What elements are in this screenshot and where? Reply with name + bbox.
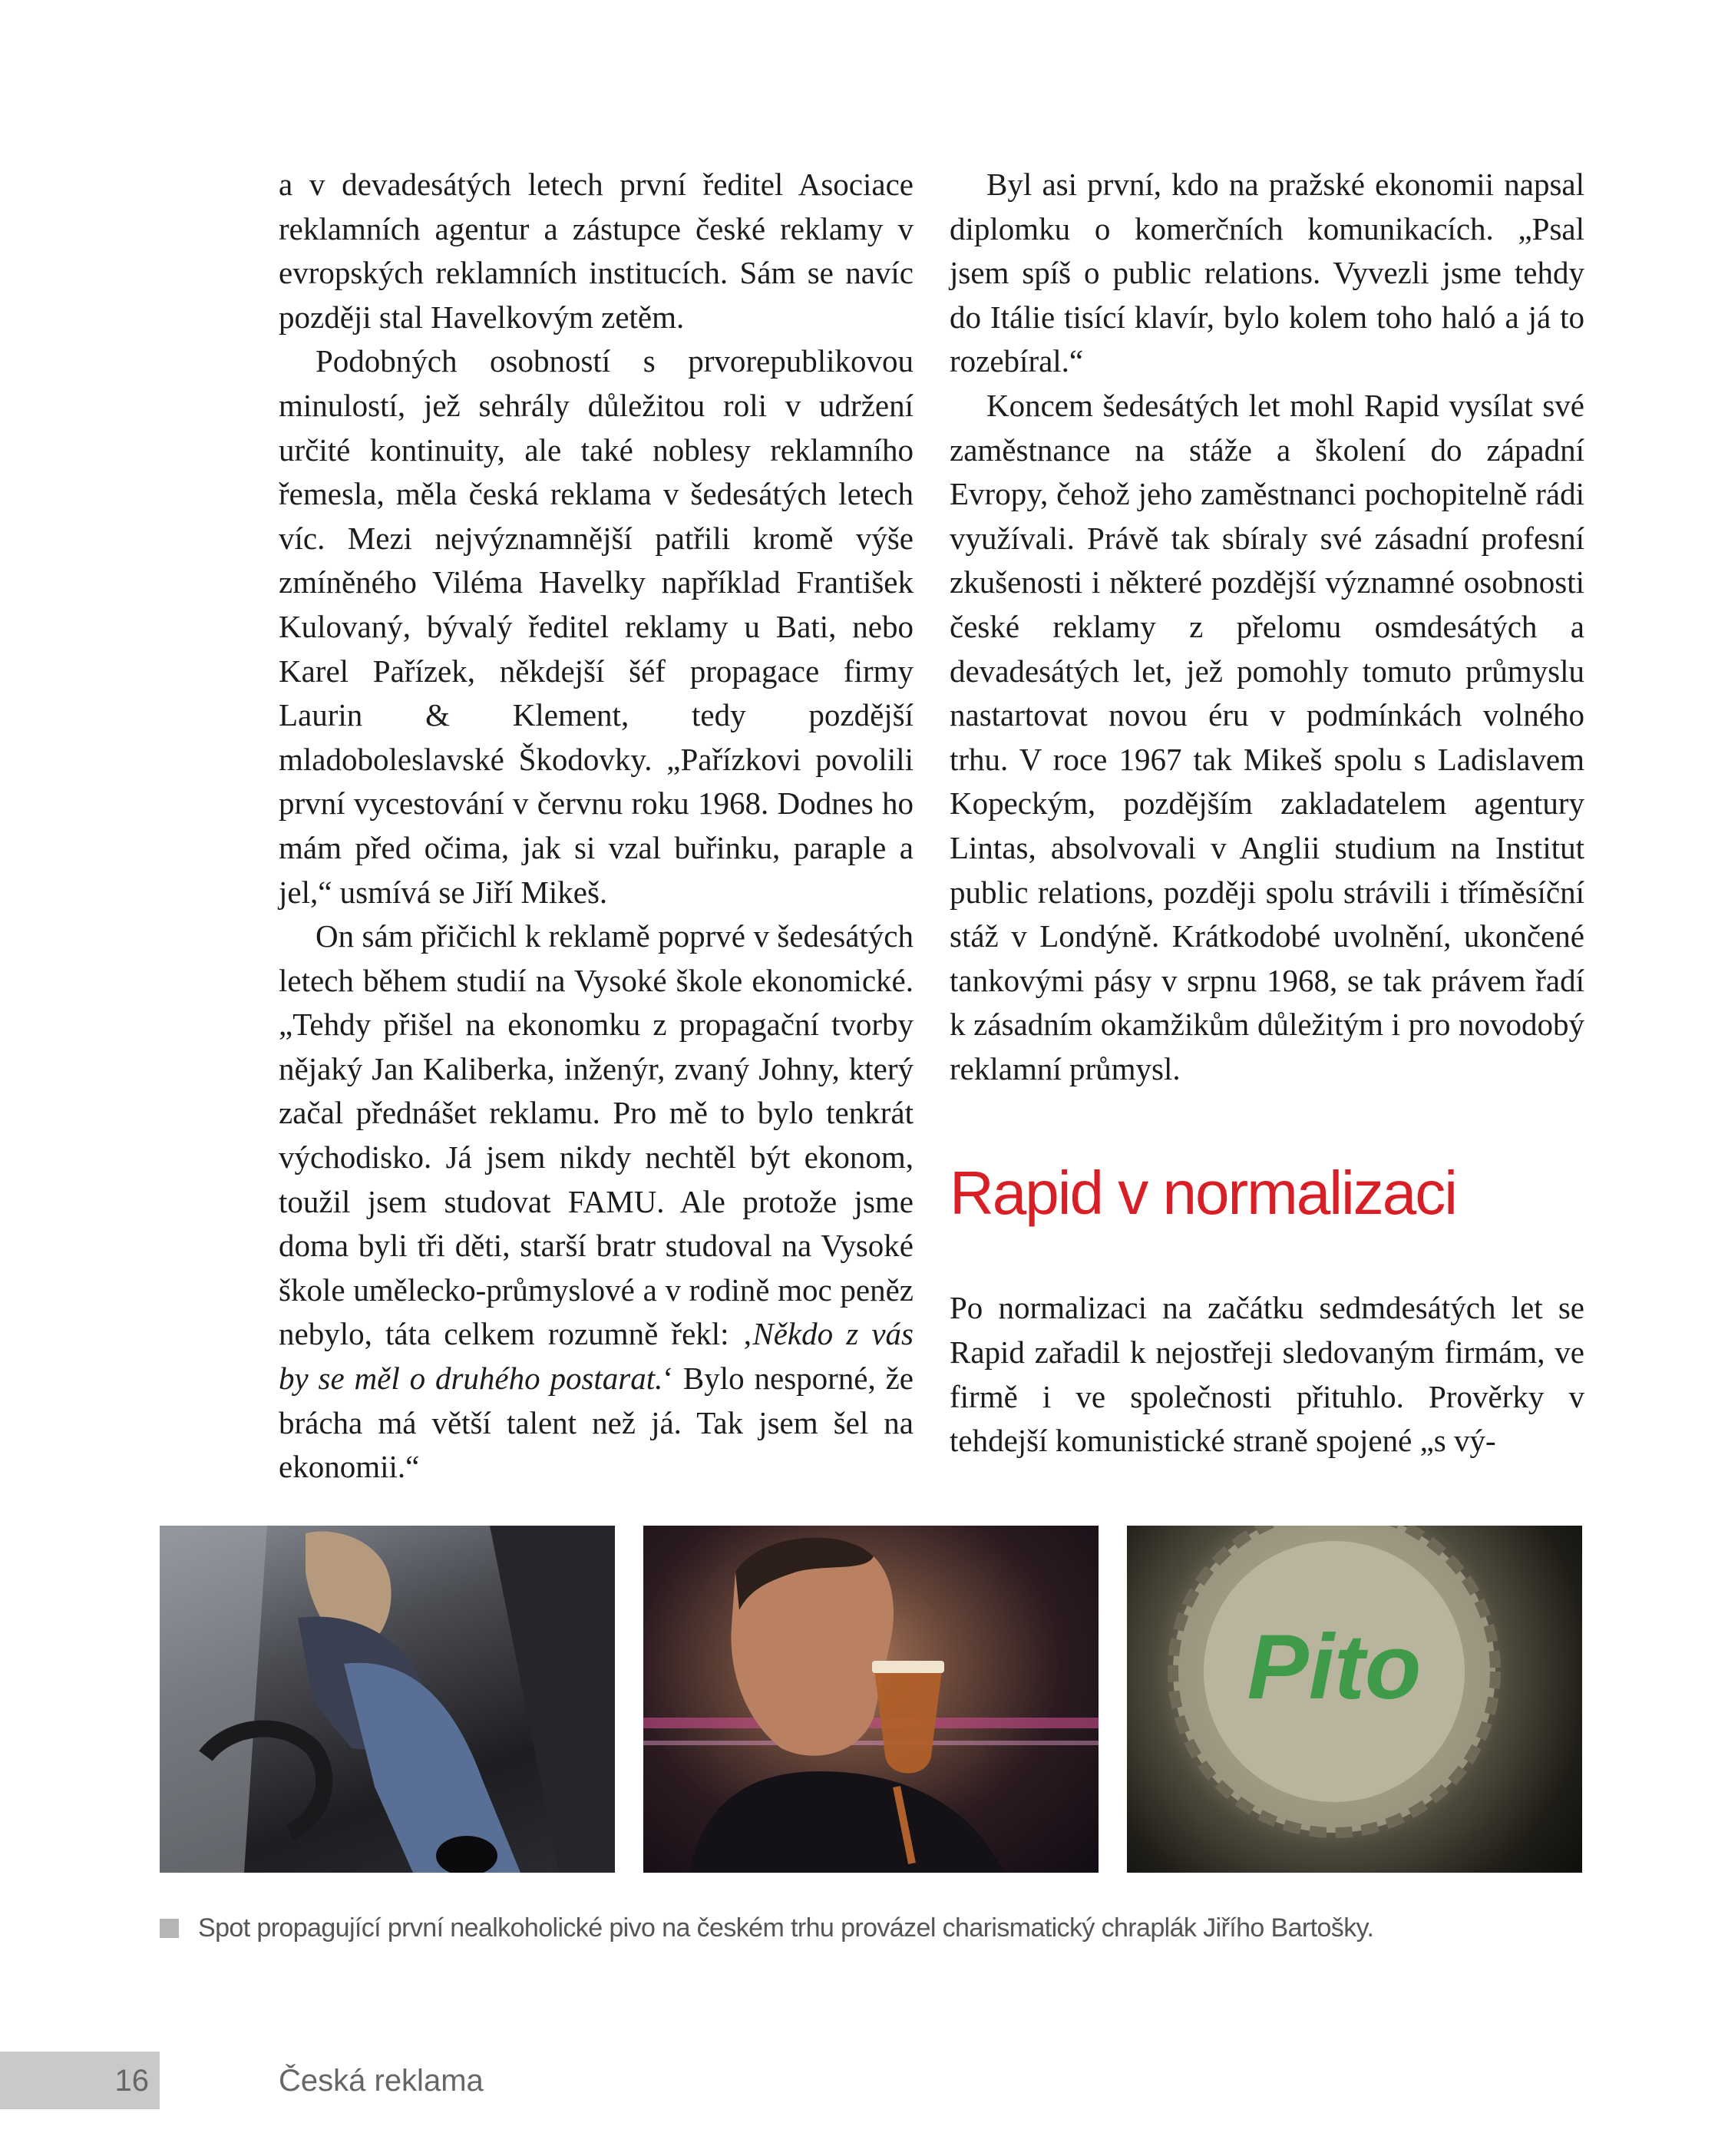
- paragraph: Podobných osobností s prvorepublikovou minulostí, jež sehrály důležitou roli v udržení určité kontinuity, ale také noblesy reklamního řemesla, měla česká reklama v šedesátých letech víc. Mezi nejvýznamnější patřili kromě výše zmíněného Viléma Havelky například František Kulovaný, bývalý ředitel reklamy u Bati, nebo Karel Pařízek, někdejší šéf propagace firmy Laurin & Klement, tedy pozdější mladoboleslavské Škodovky. „Pařízkovi povolili první vycestování v červnu roku 1968. Dodnes ho mám před očima, jak si vzal buřinku, paraple a jel,“ usmívá se Jiří Mikeš.: [279, 343, 914, 910]
- paragraph: a v devadesátých letech první ředitel Asociace reklamních agentur a zástupce české reklamy v evropských reklamních institucích. Sám se navíc později stal Havelkovým zetěm.: [279, 167, 914, 335]
- caption-square-icon: [160, 1919, 179, 1938]
- paragraph: Byl asi první, kdo na pražské ekonomii napsal diplomku o komerčních komunikacích. „Psal jsem spíš o public relations. Vyvezli jsme tehdy do Itálie tisící klavír, bylo kolem toho haló a já to rozebíral.“: [950, 167, 1584, 379]
- page-number: 16: [114, 2064, 149, 2098]
- paragraph: [279, 914, 914, 1490]
- photo-man-drinking-beer: [643, 1526, 1099, 1873]
- page-number-box: [0, 2052, 160, 2109]
- photo-man-drinking-beer-illustration: [643, 1526, 1099, 1873]
- photo-bottle-cap: [1127, 1526, 1582, 1873]
- paragraph-text: ‘ Bylo nesporné, že brácha má větší talent než já. Tak jsem šel na ekonomii.“: [279, 1361, 914, 1485]
- photo-man-in-car-illustration: [160, 1526, 615, 1873]
- italic-quote: Někdo z vás by se měl o druhého postarat.: [279, 1316, 914, 1397]
- photo-bottle-cap-illustration: [1127, 1526, 1582, 1873]
- paragraph-text: On sám přičichl k reklamě poprvé v šedesátých letech během studií na Vysoké škole ekonomické. „Tehdy přišel na ekonomku z propagační tvorby nějaký Jan Kaliberka, inženýr, zvaný Johny, který začal přednášet reklamu. Pro mě to bylo tenkrát východisko. Já jsem nikdy nechtěl být ekonom, toužil jsem studovat FAMU. Ale protože jsme doma byli tři děti, starší bratr studoval na Vysoké škole umělecko-průmyslové a v rodině moc peněz nebylo, táta celkem rozumně řekl: ‚: [279, 918, 914, 1352]
- paragraph: Po normalizaci na začátku sedmdesátých let se Rapid zařadil k nejostřeji sledovaným firmám, ve firmě i ve společnosti přituhlo. Prověrky v tehdejší komunistické straně spojené „s vý-: [950, 1290, 1584, 1459]
- cap-logo-text: Pito: [1247, 1615, 1422, 1718]
- photo-man-in-car: [160, 1526, 615, 1873]
- caption-text: Spot propagující první nealkoholické pivo na českém trhu provázel charismatický chraplák Jiřího Bartošky.: [198, 1913, 1374, 1943]
- section-heading: Rapid v normalizaci: [950, 1159, 1457, 1228]
- running-title: Česká reklama: [279, 2064, 484, 2098]
- paragraph: Koncem šedesátých let mohl Rapid vysílat své zaměstnance na stáže a školení do západní Evropy, čehož jeho zaměstnanci pochopitelně rádi využívali. Právě tak sbíraly své zásadní profesní zkušenosti i některé pozdější významné osobnosti české reklamy z přelomu osmdesátých a devadesátých let, jež pomohly tomuto průmyslu nastartovat novou éru v podmínkách volného trhu. V roce 1967 tak Mikeš spolu s Ladislavem Kopeckým, pozdějším zakladatelem agentury Lintas, absolvovali v Anglii studium na Institut public relations, později spolu strávili i tříměsíční stáž v Londýně. Krátkodobé uvolnění, ukončené tankovými pásy v srpnu 1968, se tak právem řadí k zásadním okamžikům důležitým i pro novodobý reklamní průmysl.: [950, 387, 1584, 1086]
- left-column: [279, 163, 914, 1490]
- right-column: [950, 163, 1584, 1463]
